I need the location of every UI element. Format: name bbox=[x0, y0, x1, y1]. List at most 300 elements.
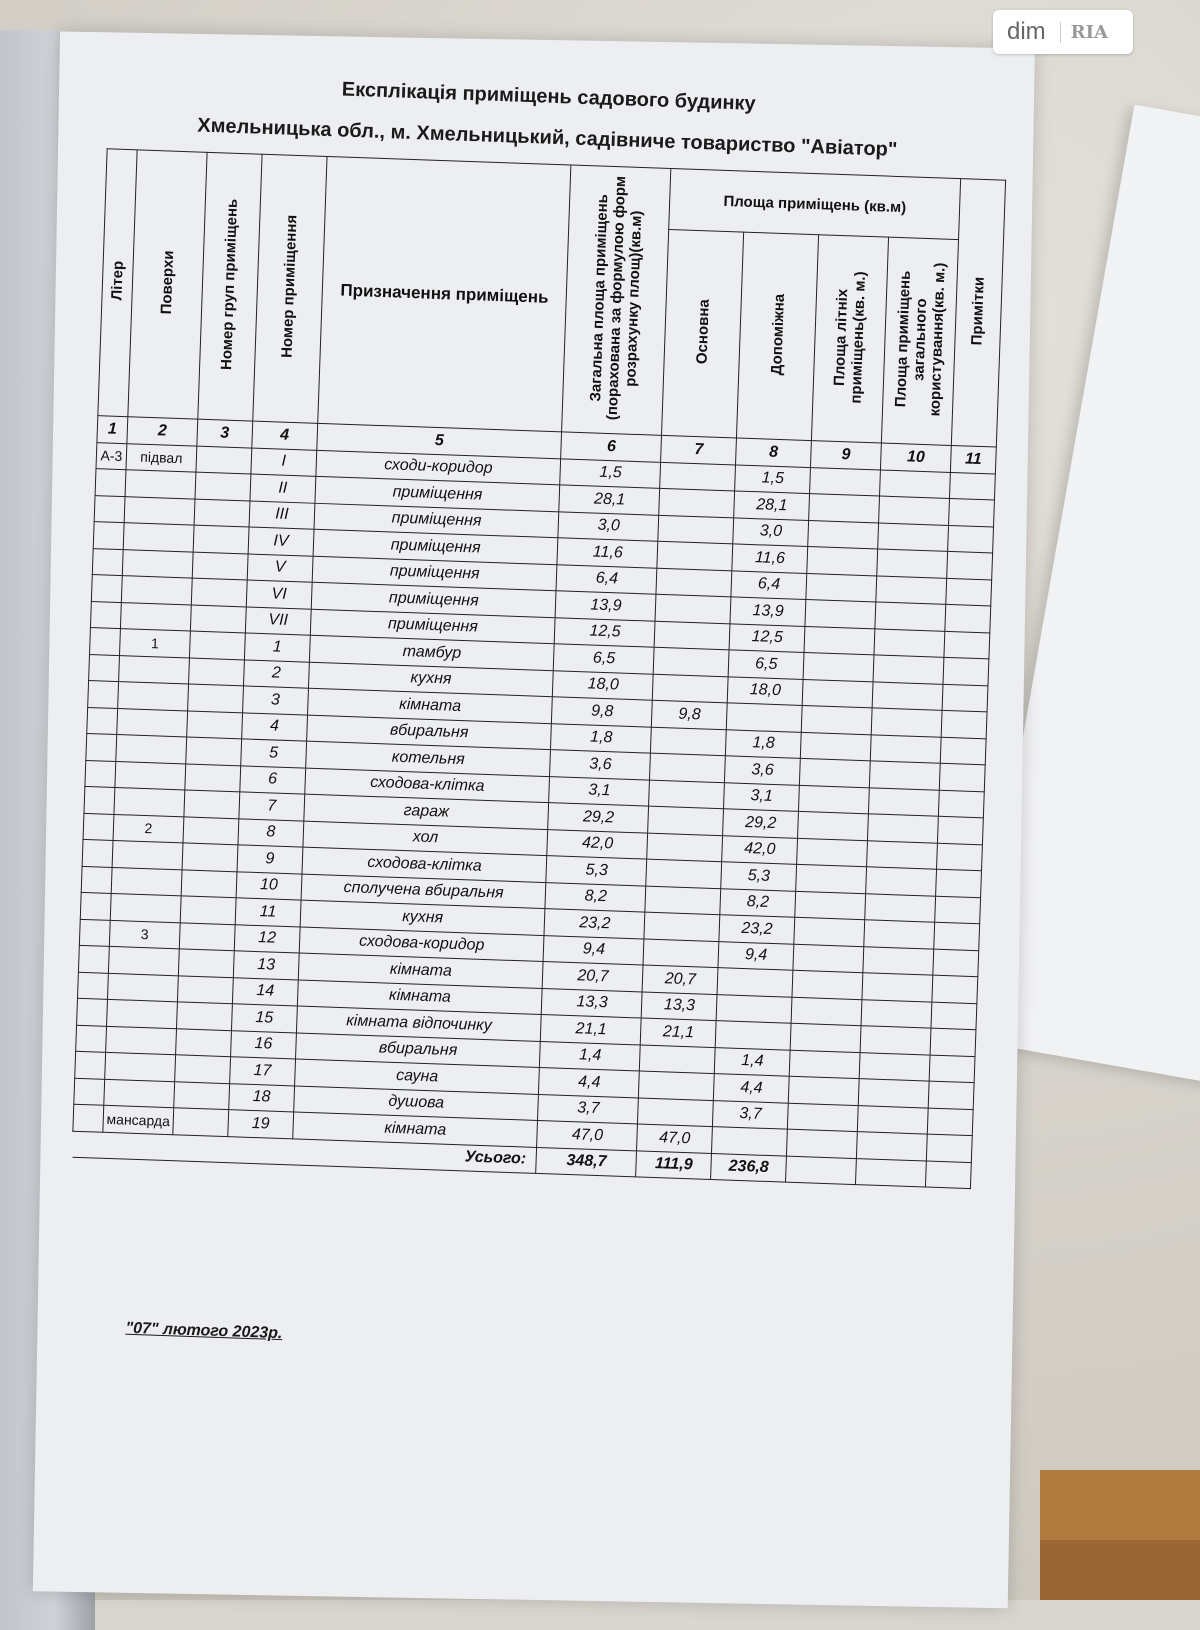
room-number-cell: III bbox=[249, 501, 315, 530]
group-cell bbox=[176, 1002, 232, 1030]
notes-cell bbox=[937, 816, 983, 844]
main-area-cell bbox=[653, 674, 729, 703]
common-area-cell bbox=[863, 946, 934, 975]
room-number-cell: 16 bbox=[230, 1030, 296, 1059]
aux-area-cell: 18,0 bbox=[727, 676, 803, 705]
litera-cell bbox=[91, 575, 122, 603]
aux-area-cell: 11,6 bbox=[732, 544, 808, 573]
summer-area-cell bbox=[800, 758, 871, 787]
common-area-cell bbox=[879, 496, 950, 525]
explication-table bbox=[71, 148, 1006, 1189]
common-area-cell bbox=[878, 522, 949, 551]
group-cell bbox=[188, 684, 244, 712]
total-notes bbox=[925, 1161, 971, 1189]
total-area-cell: 4,4 bbox=[539, 1067, 640, 1097]
total-area-cell: 11,6 bbox=[557, 538, 658, 568]
summer-area-cell bbox=[797, 838, 868, 867]
summer-area-cell bbox=[804, 626, 875, 655]
group-cell bbox=[180, 896, 236, 924]
litera-cell bbox=[94, 495, 125, 523]
summer-area-cell bbox=[791, 997, 862, 1026]
room-number-cell: 2 bbox=[243, 659, 309, 688]
purpose-cell: сауна bbox=[294, 1059, 539, 1094]
document-title: Експлікація приміщень садового будинку bbox=[341, 78, 757, 115]
notes-cell bbox=[931, 1002, 977, 1030]
main-area-cell bbox=[650, 753, 726, 782]
group-cell bbox=[184, 790, 240, 818]
purpose-cell: кімната bbox=[298, 953, 543, 988]
main-area-cell bbox=[647, 833, 723, 862]
main-area-cell bbox=[659, 488, 735, 517]
common-area-cell bbox=[876, 575, 947, 604]
aux-area-cell: 1,4 bbox=[714, 1047, 790, 1076]
litera-cell bbox=[80, 892, 111, 920]
summer-area-cell bbox=[810, 467, 881, 496]
purpose-cell: кімната bbox=[307, 688, 552, 723]
header-aux-area: Допоміжна bbox=[737, 232, 819, 440]
litera-cell bbox=[75, 1051, 106, 1079]
total-area-cell: 6,5 bbox=[554, 644, 655, 674]
room-number-cell: 6 bbox=[240, 765, 306, 794]
summer-area-cell bbox=[799, 785, 870, 814]
total-area-cell: 21,1 bbox=[541, 1015, 642, 1045]
floor-cell bbox=[105, 1052, 176, 1081]
litera-cell bbox=[76, 1025, 107, 1053]
room-number-cell: 14 bbox=[232, 977, 298, 1006]
common-area-cell bbox=[871, 708, 942, 737]
main-area-cell bbox=[657, 541, 733, 570]
floor-cell: 1 bbox=[119, 629, 190, 658]
floor-cell bbox=[112, 840, 183, 869]
notes-cell bbox=[936, 869, 982, 897]
table-body bbox=[73, 442, 995, 1162]
common-area-cell bbox=[880, 470, 951, 499]
aux-area-cell bbox=[716, 994, 792, 1023]
litera-cell bbox=[89, 654, 120, 682]
room-number-cell: VI bbox=[246, 580, 312, 609]
common-area-cell bbox=[867, 840, 938, 869]
common-area-cell bbox=[868, 787, 939, 816]
floor-cell bbox=[107, 999, 178, 1028]
notes-cell bbox=[945, 604, 991, 632]
room-number-cell: 4 bbox=[242, 712, 308, 741]
room-number-cell: VII bbox=[245, 606, 311, 635]
total-area-cell: 13,9 bbox=[556, 591, 657, 621]
header-floors: Поверхи bbox=[128, 150, 207, 419]
group-cell bbox=[191, 578, 247, 606]
room-number-cell: 5 bbox=[241, 739, 307, 768]
header-common-area: Площа приміщень загального користування(кв. м.) bbox=[881, 237, 958, 445]
purpose-cell: приміщення bbox=[313, 529, 558, 564]
total-area-cell: 20,7 bbox=[543, 962, 644, 992]
dim-ria-logo bbox=[993, 10, 1133, 54]
floor-cell bbox=[123, 523, 194, 552]
litera-cell bbox=[78, 945, 109, 973]
header-purpose: Призначення приміщень bbox=[318, 157, 572, 432]
aux-area-cell bbox=[715, 1021, 791, 1050]
group-cell bbox=[187, 710, 243, 738]
room-number-cell: 3 bbox=[243, 686, 309, 715]
notes-cell bbox=[941, 710, 987, 738]
notes-cell bbox=[934, 922, 980, 950]
common-area-cell bbox=[864, 920, 935, 949]
summer-area-cell bbox=[796, 864, 867, 893]
summer-area-cell bbox=[788, 1076, 859, 1105]
notes-cell bbox=[935, 896, 981, 924]
col-number: 1 bbox=[97, 416, 128, 444]
group-cell bbox=[188, 658, 244, 686]
total-summer bbox=[786, 1156, 857, 1185]
summer-area-cell bbox=[794, 917, 865, 946]
header-litera: Літер bbox=[98, 149, 137, 417]
litera-cell bbox=[90, 628, 121, 656]
aux-area-cell: 29,2 bbox=[723, 809, 799, 838]
purpose-cell: сходи-коридор bbox=[316, 450, 561, 485]
total-area-cell: 28,1 bbox=[559, 485, 660, 515]
group-cell bbox=[194, 499, 250, 527]
litera-cell bbox=[74, 1078, 105, 1106]
floor-cell bbox=[124, 496, 195, 525]
wooden-floor-shadow bbox=[1040, 1540, 1200, 1600]
summer-area-cell bbox=[806, 573, 877, 602]
main-area-cell bbox=[646, 859, 722, 888]
header-summer-area: Площа літніх приміщень(кв. м.) bbox=[812, 235, 889, 443]
common-area-cell bbox=[862, 973, 933, 1002]
aux-area-cell: 6,4 bbox=[731, 570, 807, 599]
total-area-cell: 3,0 bbox=[558, 511, 659, 541]
aux-area-cell: 13,9 bbox=[730, 597, 806, 626]
main-area-cell bbox=[651, 727, 727, 756]
litera-cell bbox=[84, 786, 115, 814]
common-area-cell bbox=[869, 761, 940, 790]
total-area-cell: 3,7 bbox=[538, 1094, 639, 1124]
notes-cell bbox=[926, 1134, 972, 1162]
header-main-area: Основна bbox=[662, 229, 744, 437]
total-area-cell: 13,3 bbox=[542, 988, 643, 1018]
floor-cell bbox=[118, 682, 189, 711]
document-sheet bbox=[33, 31, 1035, 1608]
summer-area-cell bbox=[803, 652, 874, 681]
notes-cell bbox=[949, 498, 995, 526]
summer-area-cell bbox=[808, 520, 879, 549]
group-cell bbox=[192, 552, 248, 580]
aux-area-cell bbox=[717, 968, 793, 997]
aux-area-cell: 4,4 bbox=[714, 1074, 790, 1103]
common-area-cell bbox=[874, 628, 945, 657]
summer-area-cell bbox=[798, 811, 869, 840]
room-number-cell: 8 bbox=[238, 818, 304, 847]
total-label: Усього: bbox=[72, 1131, 537, 1174]
col-number: 10 bbox=[880, 443, 951, 472]
main-area-cell bbox=[654, 647, 730, 676]
document-content bbox=[71, 70, 989, 1343]
purpose-cell: приміщення bbox=[312, 556, 557, 591]
summer-area-cell bbox=[807, 547, 878, 576]
logo-dim-text: dim bbox=[1007, 18, 1046, 45]
header-total-area: Загальна площа приміщень (порахована за формулою форм розрахунку площ)(кв.м) bbox=[562, 165, 671, 435]
room-number-cell: 15 bbox=[231, 1004, 297, 1033]
floor-cell bbox=[117, 708, 188, 737]
litera-cell bbox=[79, 919, 110, 947]
group-cell bbox=[177, 975, 233, 1003]
group-cell bbox=[189, 631, 245, 659]
main-area-cell bbox=[660, 462, 736, 491]
notes-cell bbox=[940, 737, 986, 765]
col-number: 7 bbox=[661, 435, 737, 464]
document-subtitle: Хмельницька обл., м. Хмельницький, садівниче товариство "Авіатор" bbox=[196, 114, 898, 161]
notes-cell bbox=[944, 631, 990, 659]
notes-cell bbox=[937, 843, 983, 871]
group-cell bbox=[176, 1028, 232, 1056]
purpose-cell: кухня bbox=[300, 900, 545, 935]
floor-cell bbox=[108, 946, 179, 975]
common-area-cell bbox=[873, 655, 944, 684]
purpose-cell: приміщення bbox=[314, 503, 559, 538]
notes-cell bbox=[930, 1028, 976, 1056]
floor-cell bbox=[119, 655, 190, 684]
col-number: 5 bbox=[317, 423, 562, 458]
litera-cell: А-3 bbox=[96, 442, 127, 470]
aux-area-cell: 42,0 bbox=[722, 835, 798, 864]
summer-area-cell bbox=[801, 705, 872, 734]
group-cell bbox=[193, 525, 249, 553]
document-date: "07" лютого 2023р. bbox=[125, 1319, 283, 1343]
group-cell bbox=[183, 816, 239, 844]
notes-cell bbox=[947, 551, 993, 579]
main-area-cell bbox=[638, 1097, 714, 1126]
floor-cell bbox=[116, 735, 187, 764]
notes-cell bbox=[942, 684, 988, 712]
col-number: 8 bbox=[736, 438, 812, 467]
main-area-cell bbox=[643, 939, 719, 968]
total-aux: 236,8 bbox=[711, 1153, 787, 1182]
floor-cell: підвал bbox=[126, 443, 197, 472]
common-area-cell bbox=[870, 734, 941, 763]
purpose-cell: сходова-коридор bbox=[299, 927, 544, 962]
summer-area-cell bbox=[802, 679, 873, 708]
notes-cell bbox=[933, 949, 979, 977]
notes-cell bbox=[938, 790, 984, 818]
total-area-cell: 3,1 bbox=[549, 776, 650, 806]
notes-cell bbox=[927, 1108, 973, 1136]
logo-ria-text: RIA bbox=[1060, 22, 1108, 43]
floor-cell bbox=[104, 1079, 175, 1108]
litera-cell bbox=[95, 469, 126, 497]
litera-cell bbox=[88, 681, 119, 709]
header-notes: Примітки bbox=[951, 179, 1005, 447]
notes-cell bbox=[928, 1081, 974, 1109]
total-area-cell: 9,8 bbox=[552, 697, 653, 727]
group-cell bbox=[190, 605, 246, 633]
main-area-cell: 21,1 bbox=[641, 1018, 717, 1047]
aux-area-cell: 1,8 bbox=[726, 729, 802, 758]
floor-cell: 3 bbox=[109, 920, 180, 949]
notes-cell bbox=[949, 472, 995, 500]
purpose-cell: гараж bbox=[304, 794, 549, 829]
litera-cell bbox=[83, 813, 114, 841]
room-number-cell: 19 bbox=[228, 1110, 294, 1139]
common-area-cell bbox=[866, 867, 937, 896]
litera-cell bbox=[81, 866, 112, 894]
total-area-cell: 1,4 bbox=[540, 1041, 641, 1071]
header-room-number: Номер приміщення bbox=[253, 154, 327, 423]
main-area-cell: 47,0 bbox=[637, 1124, 713, 1153]
total-area-cell: 3,6 bbox=[550, 750, 651, 780]
common-area-cell bbox=[865, 893, 936, 922]
floor-cell bbox=[111, 867, 182, 896]
litera-cell bbox=[82, 839, 113, 867]
floor-cell bbox=[106, 1026, 177, 1055]
purpose-cell: душова bbox=[294, 1085, 539, 1120]
litera-cell bbox=[77, 972, 108, 1000]
floor-cell: мансарда bbox=[103, 1105, 174, 1134]
floor-cell bbox=[110, 893, 181, 922]
room-number-cell: 17 bbox=[230, 1057, 296, 1086]
group-cell bbox=[175, 1055, 231, 1083]
aux-area-cell bbox=[727, 703, 803, 732]
room-number-cell: 7 bbox=[239, 792, 305, 821]
main-area-cell bbox=[639, 1071, 715, 1100]
purpose-cell: хол bbox=[303, 821, 548, 856]
floor-cell bbox=[121, 576, 192, 605]
room-number-cell: 1 bbox=[244, 633, 310, 662]
common-area-cell bbox=[872, 681, 943, 710]
total-area-cell: 47,0 bbox=[537, 1120, 638, 1150]
room-number-cell: II bbox=[250, 474, 316, 503]
aux-area-cell: 3,1 bbox=[724, 782, 800, 811]
group-cell bbox=[173, 1108, 229, 1136]
aux-area-cell: 5,3 bbox=[721, 862, 797, 891]
summer-area-cell bbox=[795, 891, 866, 920]
col-number: 2 bbox=[127, 417, 198, 446]
aux-area-cell: 28,1 bbox=[734, 491, 810, 520]
purpose-cell: кухня bbox=[308, 662, 553, 697]
aux-area-cell: 1,5 bbox=[735, 464, 811, 493]
total-area-cell: 5,3 bbox=[546, 856, 647, 886]
common-area-cell bbox=[856, 1132, 927, 1161]
summer-area-cell bbox=[787, 1129, 858, 1158]
litera-cell bbox=[87, 707, 118, 735]
floor-cell bbox=[115, 761, 186, 790]
purpose-cell: сходова-клітка bbox=[302, 847, 547, 882]
notes-cell bbox=[948, 525, 994, 553]
main-area-cell bbox=[649, 780, 725, 809]
main-area-cell bbox=[648, 806, 724, 835]
total-area-cell: 23,2 bbox=[544, 909, 645, 939]
group-cell bbox=[186, 737, 242, 765]
main-area-cell bbox=[655, 594, 731, 623]
col-number: 11 bbox=[950, 445, 996, 473]
group-cell bbox=[181, 869, 237, 897]
aux-area-cell: 6,5 bbox=[728, 650, 804, 679]
main-area-cell bbox=[658, 515, 734, 544]
notes-cell bbox=[939, 763, 985, 791]
litera-cell bbox=[92, 548, 123, 576]
header-area-group: Площа приміщень (кв.м) bbox=[669, 169, 961, 240]
room-number-cell: 18 bbox=[229, 1083, 295, 1112]
group-cell bbox=[178, 949, 234, 977]
total-area-cell: 6,4 bbox=[556, 564, 657, 594]
aux-area-cell: 3,7 bbox=[713, 1100, 789, 1129]
group-cell bbox=[179, 922, 235, 950]
common-area-cell bbox=[858, 1079, 929, 1108]
notes-cell bbox=[929, 1055, 975, 1083]
floor-cell: 2 bbox=[113, 814, 184, 843]
total-area-cell: 18,0 bbox=[553, 670, 654, 700]
purpose-cell: приміщення bbox=[315, 476, 560, 511]
room-number-cell: IV bbox=[248, 527, 314, 556]
summer-area-cell bbox=[788, 1103, 859, 1132]
col-number: 4 bbox=[252, 421, 318, 450]
litera-cell bbox=[73, 1104, 104, 1132]
group-cell bbox=[174, 1081, 230, 1109]
room-number-cell: 12 bbox=[234, 924, 300, 953]
floor-cell bbox=[122, 549, 193, 578]
room-number-cell: 13 bbox=[233, 951, 299, 980]
common-area-cell bbox=[861, 999, 932, 1028]
total-area-cell: 9,4 bbox=[544, 935, 645, 965]
room-number-cell: 10 bbox=[236, 871, 302, 900]
col-number: 3 bbox=[197, 419, 253, 447]
purpose-cell: кімната відпочинку bbox=[296, 1006, 541, 1041]
total-area-cell: 12,5 bbox=[555, 617, 656, 647]
total-area-cell: 29,2 bbox=[548, 803, 649, 833]
common-area-cell bbox=[875, 602, 946, 631]
main-area-cell bbox=[645, 886, 721, 915]
common-area-cell bbox=[868, 814, 939, 843]
aux-area-cell: 9,4 bbox=[718, 941, 794, 970]
main-area-cell bbox=[644, 912, 720, 941]
purpose-cell: тамбур bbox=[309, 635, 554, 670]
common-area-cell bbox=[860, 1026, 931, 1055]
total-main: 111,9 bbox=[636, 1150, 712, 1179]
col-number: 9 bbox=[811, 441, 882, 470]
main-area-cell: 20,7 bbox=[642, 965, 718, 994]
notes-cell bbox=[943, 657, 989, 685]
purpose-cell: сходова-клітка bbox=[305, 768, 550, 803]
purpose-cell: приміщення bbox=[311, 582, 556, 617]
total-area-cell: 1,5 bbox=[560, 458, 661, 488]
litera-cell bbox=[93, 522, 124, 550]
common-area-cell bbox=[859, 1052, 930, 1081]
floor-cell bbox=[114, 787, 185, 816]
room-number-cell: 9 bbox=[237, 845, 303, 874]
purpose-cell: котельня bbox=[306, 741, 551, 776]
litera-cell bbox=[85, 760, 116, 788]
aux-area-cell bbox=[712, 1127, 788, 1156]
summer-area-cell bbox=[790, 1023, 861, 1052]
purpose-cell: кімната bbox=[297, 979, 542, 1014]
common-area-cell bbox=[877, 549, 948, 578]
floor-cell bbox=[107, 973, 178, 1002]
total-common bbox=[856, 1158, 927, 1187]
litera-cell bbox=[90, 601, 121, 629]
main-area-cell bbox=[656, 568, 732, 597]
floor-cell bbox=[120, 602, 191, 631]
group-cell bbox=[182, 843, 238, 871]
summer-area-cell bbox=[805, 599, 876, 628]
common-area-cell bbox=[857, 1105, 928, 1134]
litera-cell bbox=[77, 998, 108, 1026]
header-group-number: Номер груп приміщень bbox=[198, 152, 262, 421]
col-number: 6 bbox=[561, 432, 662, 462]
summer-area-cell bbox=[789, 1050, 860, 1079]
aux-area-cell: 8,2 bbox=[720, 888, 796, 917]
summer-area-cell bbox=[800, 732, 871, 761]
group-cell bbox=[195, 472, 251, 500]
summer-area-cell bbox=[809, 494, 880, 523]
aux-area-cell: 3,6 bbox=[725, 756, 801, 785]
